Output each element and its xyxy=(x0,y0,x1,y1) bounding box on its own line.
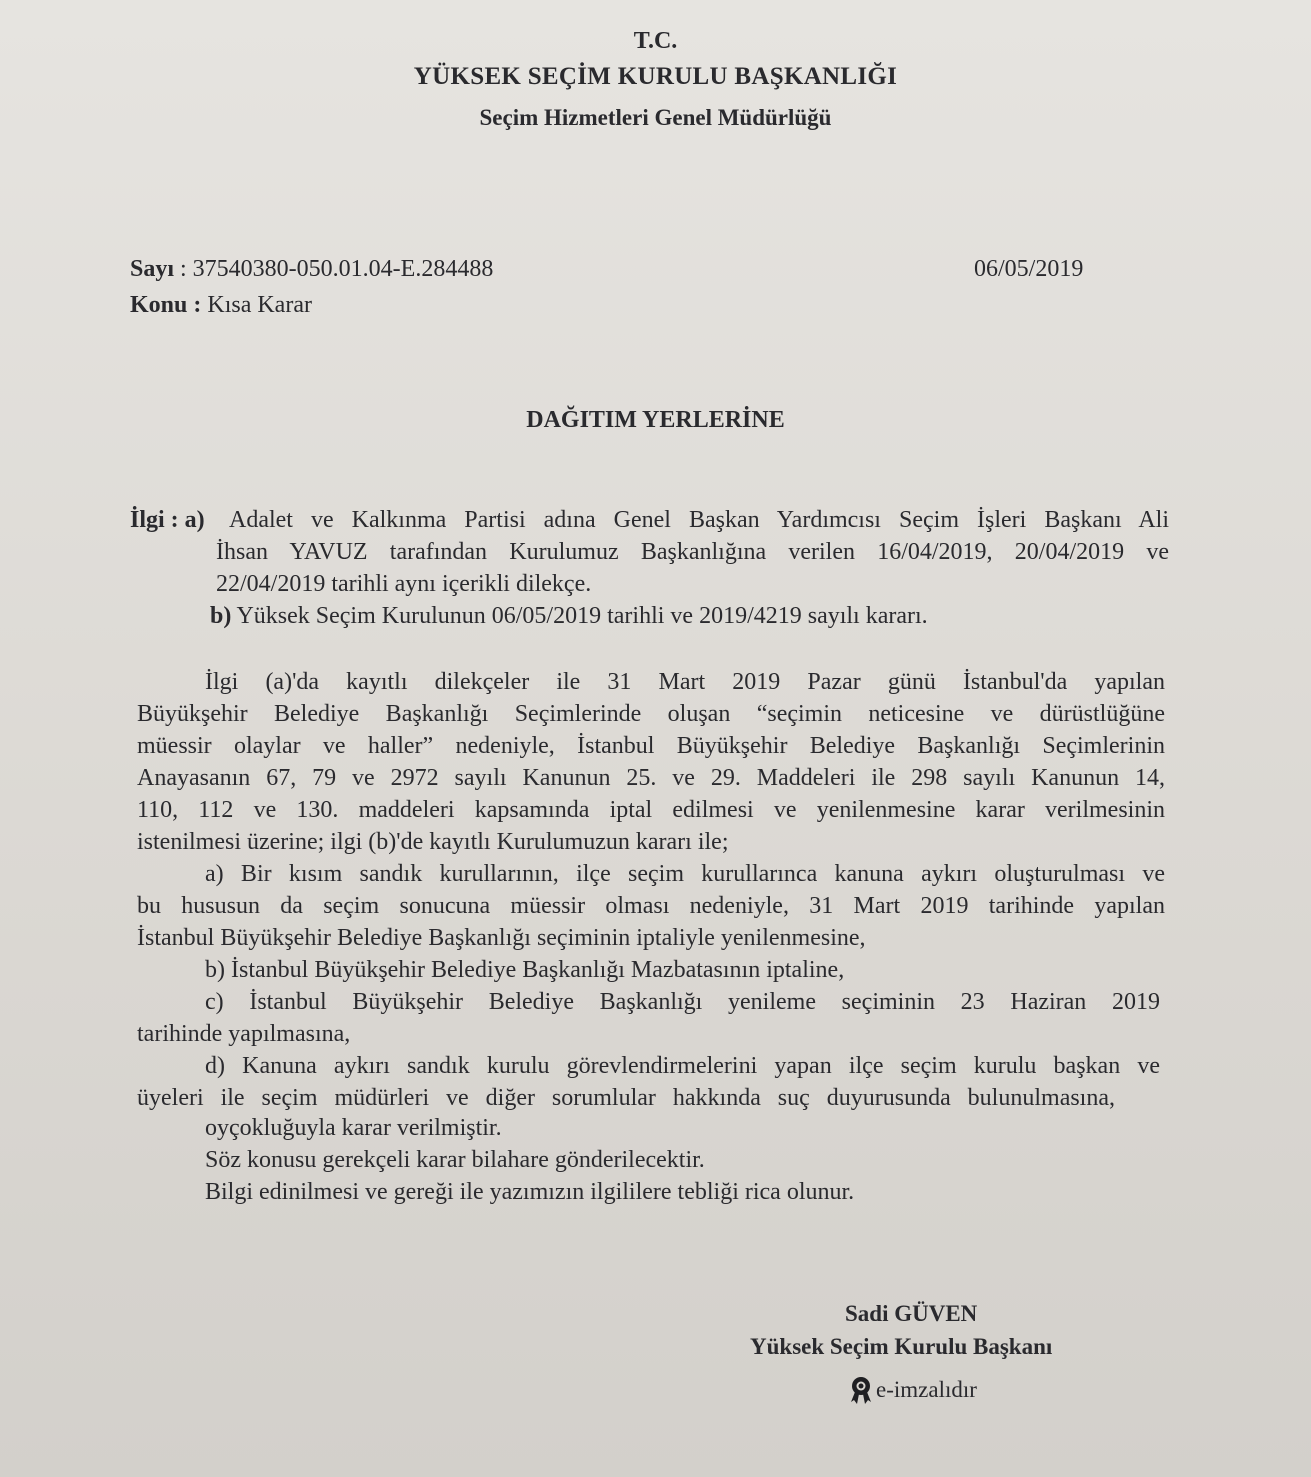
decision-a-line-1: a) Bir kısım sandık kurullarının, ilçe seçim kurullarınca kanuna aykırı oluşturulması ve xyxy=(205,861,1165,887)
decision-c-line-2: tarihinde yapılmasına, xyxy=(137,1021,351,1047)
header-institution: YÜKSEK SEÇİM KURULU BAŞKANLIĞI xyxy=(413,63,898,90)
decision-a-line-2: bu hususun da seçim sonucuna müessir olması nedeniyle, 31 Mart 2019 tarihinde yapılan xyxy=(137,893,1165,919)
ilgi-label-row xyxy=(130,505,205,535)
body-p1-line-1: İlgi (a)'da kayıtlı dilekçeler ile 31 Mart 2019 Pazar günü İstanbul'da yapılan xyxy=(205,669,1165,695)
header-tc: T.C. xyxy=(633,28,678,54)
decision-d-line-1: d) Kanuna aykırı sandık kurulu görevlendirmelerini yapan ilçe seçim kurulu başkan ve xyxy=(205,1053,1160,1079)
reference-number xyxy=(130,256,493,283)
ilgi-a-line-1: Adalet ve Kalkınma Partisi adına Genel Başkan Yardımcısı Seçim İşleri Başkanı Ali xyxy=(229,507,1169,533)
document-date: 06/05/2019 xyxy=(974,256,1084,282)
sayi-label: Sayı xyxy=(130,256,175,282)
body-p1-line-5: 110, 112 ve 130. maddeleri kapsamında iptal edilmesi ve yenilenmesine karar verilmesinin xyxy=(137,797,1165,823)
decision-b-line-1: b) İstanbul Büyükşehir Belediye Başkanlığı Mazbatasının iptaline, xyxy=(205,957,845,983)
decision-c-line-1: c) İstanbul Büyükşehir Belediye Başkanlığı yenileme seçiminin 23 Haziran 2019 xyxy=(205,989,1160,1015)
sayi-value: : 37540380-050.01.04-E.284488 xyxy=(180,256,494,282)
body-p1-line-4: Anayasanın 67, 79 ve 2972 sayılı Kanunun 25. ve 29. Maddeleri ile 298 sayılı Kanunun 14, xyxy=(137,765,1165,791)
rosette-icon xyxy=(848,1375,874,1405)
ilgi-b-marker: b) xyxy=(210,603,232,629)
signatory-name: Sadi GÜVEN xyxy=(845,1301,978,1326)
header-department: Seçim Hizmetleri Genel Müdürlüğü xyxy=(479,105,832,130)
e-signature-label: e-imzalıdır xyxy=(876,1377,977,1402)
body-p1-line-2: Büyükşehir Belediye Başkanlığı Seçimlerinde oluşan “seçimin neticesine ve dürüstlüğüne xyxy=(137,701,1165,727)
ilgi-a-line-3: 22/04/2019 tarihli aynı içerikli dilekçe. xyxy=(216,571,592,597)
decision-d-line-2: üyeleri ile seçim müdürleri ve diğer sorumlular hakkında suç duyurusunda bulunulmasına, xyxy=(137,1085,1115,1111)
decision-a-line-3: İstanbul Büyükşehir Belediye Başkanlığı seçiminin iptaliyle yenilenmesine, xyxy=(137,925,866,951)
konu-label: Konu : xyxy=(130,292,202,318)
konu-value: Kısa Karar xyxy=(207,292,312,318)
ilgi-label: İlgi : xyxy=(130,507,179,533)
subject xyxy=(130,292,312,319)
body-p1-line-6: istenilmesi üzerine; ilgi (b)'de kayıtlı Kurulumuzun kararı ile; xyxy=(137,829,729,855)
ilgi-a-marker: a) xyxy=(184,507,205,533)
body-p1-line-3: müessir olaylar ve haller” nedeniyle, İstanbul Büyükşehir Belediye Başkanlığı Seçimlerinin xyxy=(137,733,1165,759)
ilgi-b-row xyxy=(210,601,928,631)
request-statement: Bilgi edinilmesi ve gereği ile yazımızın ilgililere tebliği rica olunur. xyxy=(205,1179,855,1205)
distribution-heading: DAĞITIM YERLERİNE xyxy=(526,407,785,433)
e-signature xyxy=(848,1375,977,1405)
ilgi-a-line-2: İhsan YAVUZ tarafından Kurulumuz Başkanlığına verilen 16/04/2019, 20/04/2019 ve xyxy=(216,539,1169,565)
signatory-title: Yüksek Seçim Kurulu Başkanı xyxy=(750,1334,1053,1359)
vote-statement: oyçokluğuyla karar verilmiştir. xyxy=(205,1115,502,1141)
reasoned-decision-note: Söz konusu gerekçeli karar bilahare gönderilecektir. xyxy=(205,1147,705,1173)
ilgi-b-line-1: Yüksek Seçim Kurulunun 06/05/2019 tarihli ve 2019/4219 sayılı kararı. xyxy=(236,603,928,629)
